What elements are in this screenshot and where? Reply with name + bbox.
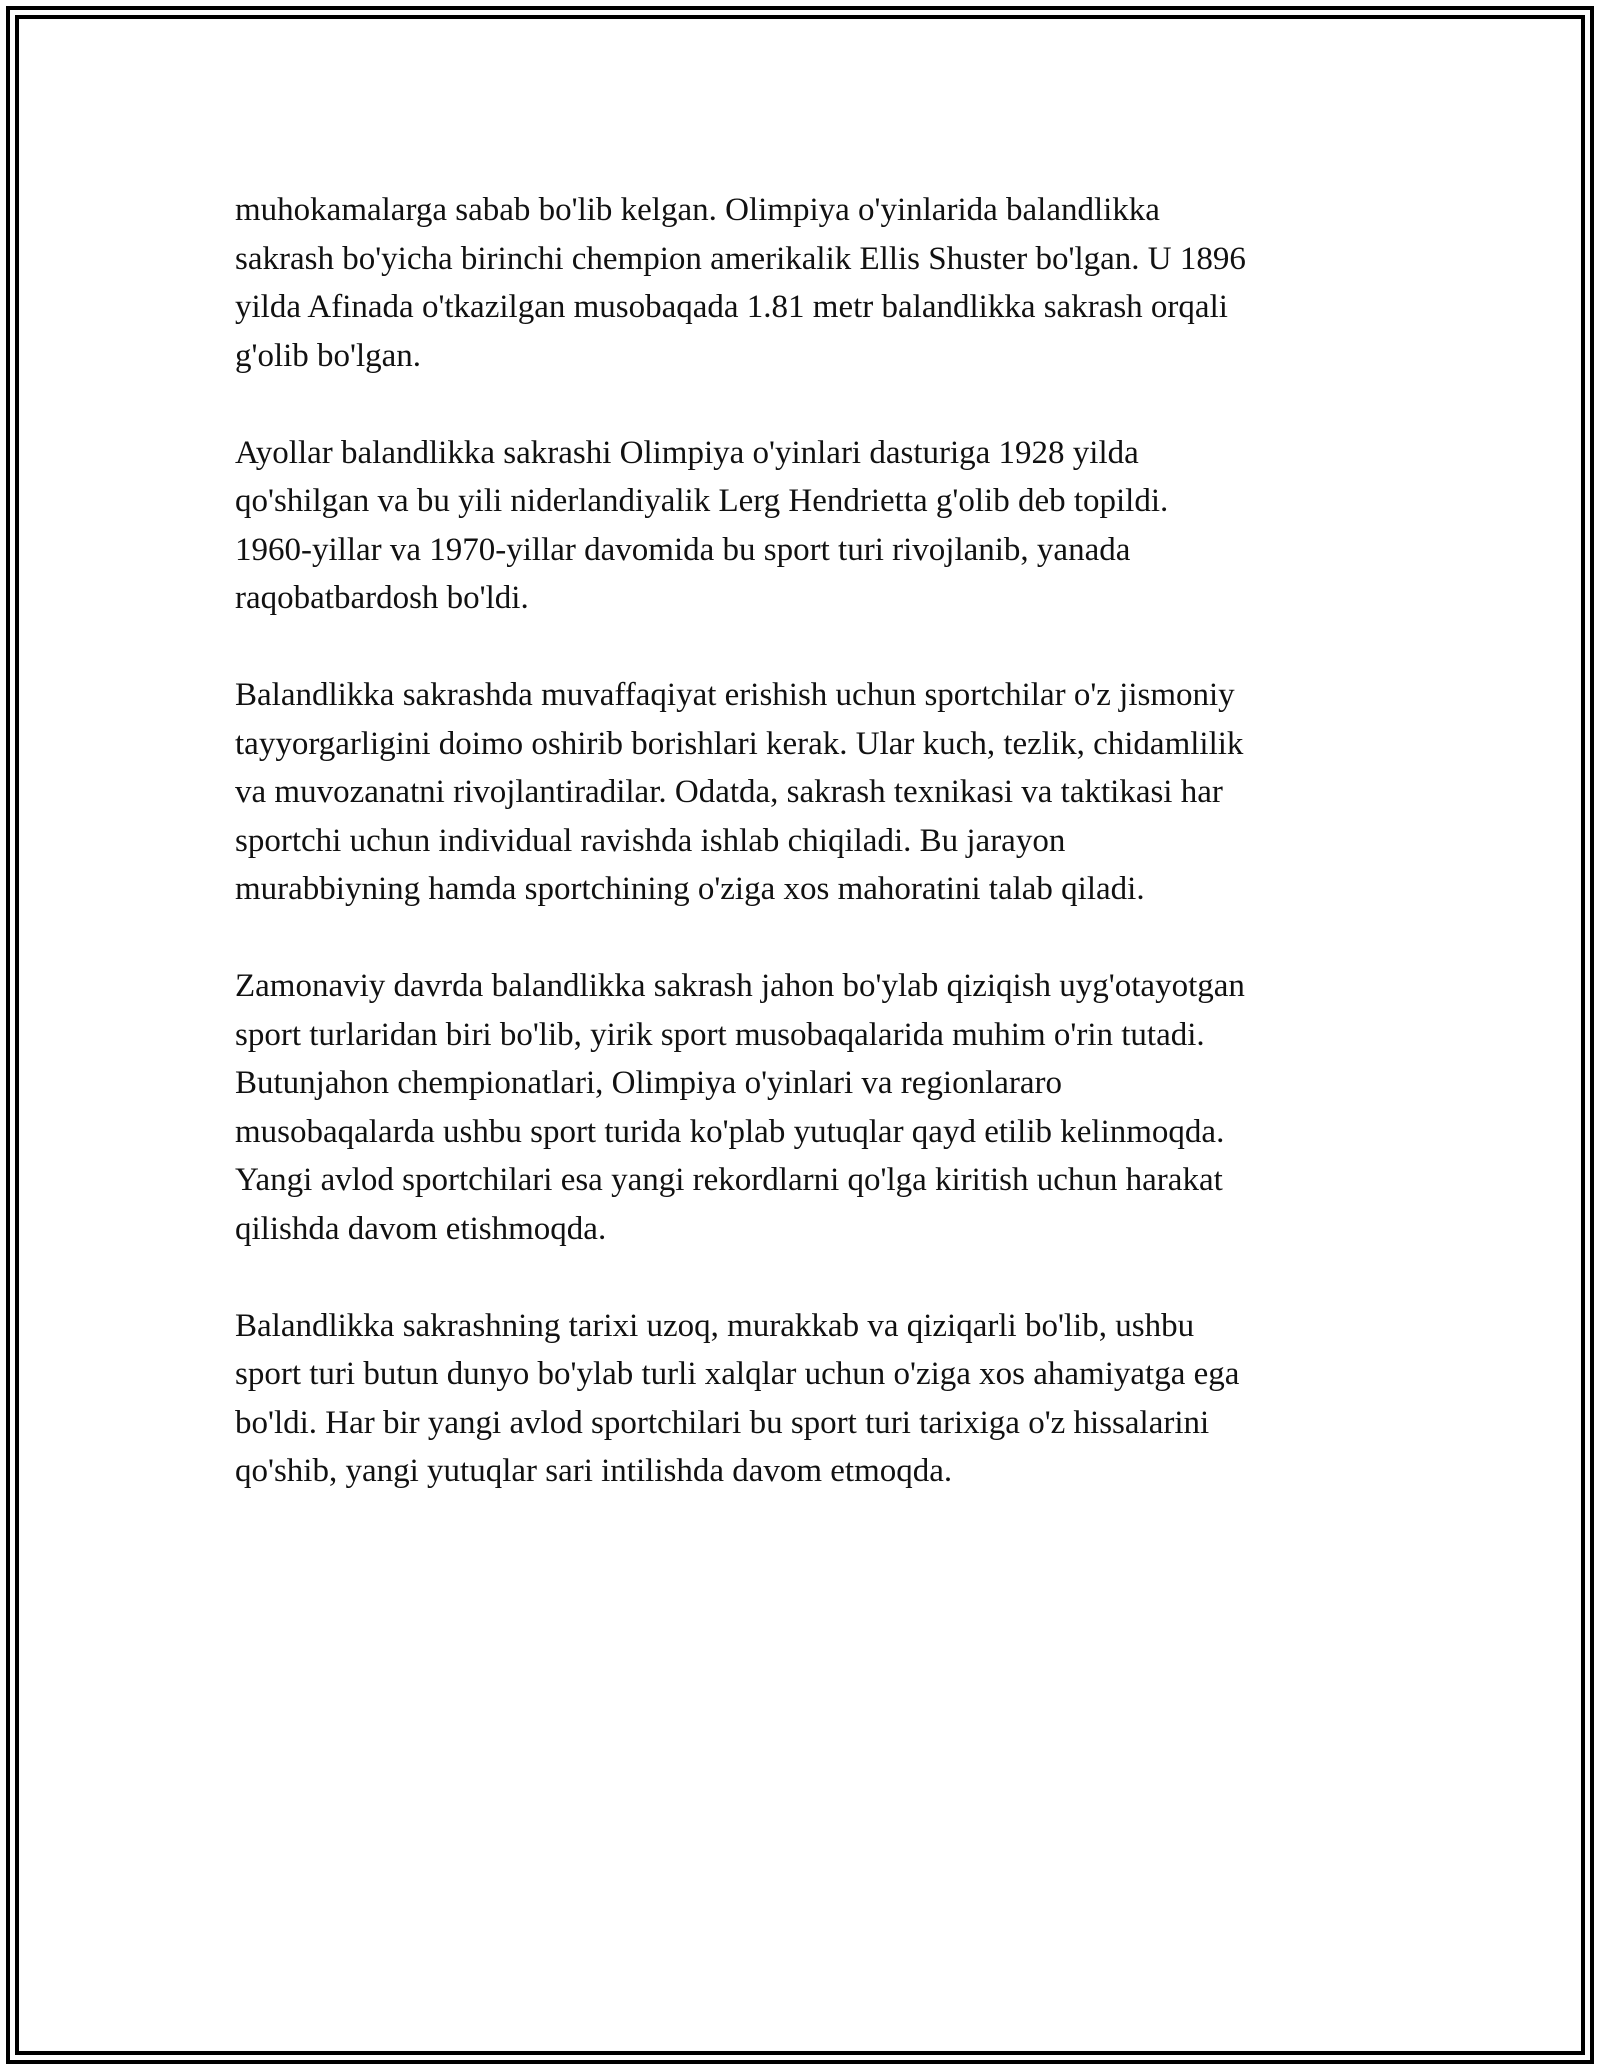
text-line: murabbiyning hamda sportchining o'ziga xos mahoratini talab qiladi. xyxy=(235,871,1145,907)
text-line: Yangi avlod sportchilari esa yangi rekordlarni qo'lga kiritish uchun harakat xyxy=(235,1162,1223,1198)
text-line: Ayollar balandlikka sakrashi Olimpiya o'yinlari dasturiga 1928 yilda xyxy=(235,434,1139,471)
paragraph xyxy=(235,962,1375,1253)
text-line: va muvozanatni rivojlantiradilar. Odatda, sakrash texnikasi va taktikasi har xyxy=(235,774,1223,810)
text-line: 1960-yillar va 1970-yillar davomida bu sport turi rivojlanib, yanada xyxy=(235,531,1131,568)
text-line: sportchi uchun individual ravishda ishlab chiqiladi. Bu jarayon xyxy=(235,822,1066,859)
text-line: yilda Afinada o'tkazilgan musobaqada 1.81 metr balandlikka sakrash orqali xyxy=(235,289,1228,325)
paragraph xyxy=(235,671,1375,914)
document-body xyxy=(235,186,1375,1544)
text-line: Balandlikka sakrashning tarixi uzoq, murakkab va qiziqarli bo'lib, ushbu xyxy=(235,1307,1195,1344)
text-line: bo'ldi. Har bir yangi avlod sportchilari bu sport turi tarixiga o'z hissalarini xyxy=(235,1404,1210,1441)
text-line: qo'shib, yangi yutuqlar sari intilishda davom etmoqda. xyxy=(235,1453,953,1489)
paragraph xyxy=(235,186,1375,380)
text-line: musobaqalarda ushbu sport turida ko'plab yutuqlar qayd etilib kelinmoqda. xyxy=(235,1113,1225,1150)
text-line: sport turi butun dunyo bo'ylab turli xalqlar uchun o'ziga xos ahamiyatga ega xyxy=(235,1356,1240,1392)
text-line: Zamonaviy davrda balandlikka sakrash jahon bo'ylab qiziqish uyg'otayotgan xyxy=(235,968,1245,1004)
text-line: g'olib bo'lgan. xyxy=(235,337,422,374)
text-line: tayyorgarligini doimo oshirib borishlari kerak. Ular kuch, tezlik, chidamlilik xyxy=(235,725,1244,762)
text-line: sport turlaridan biri bo'lib, yirik sport musobaqalarida muhim o'rin tutadi. xyxy=(235,1016,1205,1053)
paragraph xyxy=(235,429,1375,623)
text-line: Butunjahon chempionatlari, Olimpiya o'yinlari va regionlararo xyxy=(235,1065,1063,1101)
text-line: qo'shilgan va bu yili niderlandiyalik Lerg Hendrietta g'olib deb topildi. xyxy=(235,483,1169,519)
text-line: qilishda davom etishmoqda. xyxy=(235,1210,607,1247)
text-line: sakrash bo'yicha birinchi chempion amerikalik Ellis Shuster bo'lgan. U 1896 xyxy=(235,240,1246,277)
text-line: Balandlikka sakrashda muvaffaqiyat erishish uchun sportchilar o'z jismoniy xyxy=(235,677,1235,713)
text-line: raqobatbardosh bo'ldi. xyxy=(235,580,529,616)
paragraph xyxy=(235,1302,1375,1496)
text-line: muhokamalarga sabab bo'lib kelgan. Olimpiya o'yinlarida balandlikka xyxy=(235,192,1160,228)
